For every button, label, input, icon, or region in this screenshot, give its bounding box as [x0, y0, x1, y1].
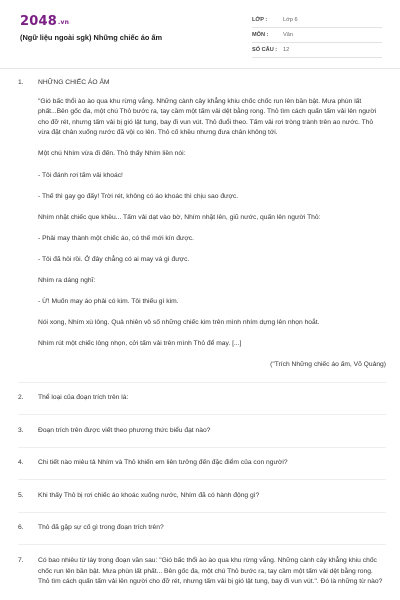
passage-paragraph: Nói xong, Nhím xù lông. Quả nhiên vô số những chiếc kim trên mình nhím dựng lên nhọn hoắt.: [38, 319, 320, 327]
question-4: [18, 458, 386, 479]
question-text: Thể loại của đoạn trích trên là:: [38, 394, 129, 401]
document-header: [0, 0, 400, 62]
meta-value: Lớp 6: [283, 17, 298, 23]
passage-paragraph: - Tôi đã hỏi rồi. Ở đây chẳng có ai may vá gì được.: [38, 255, 190, 263]
passage-paragraph: Nhím rút một chiếc lông nhọn, cởi tấm vải trên mình Thỏ để may. [...]: [38, 340, 242, 348]
question-number: 1.: [18, 79, 24, 86]
meta-value: Văn: [283, 32, 293, 38]
question-number: 7.: [18, 556, 24, 564]
question-5: [18, 491, 386, 512]
question-separator: [18, 512, 386, 513]
passage-paragraph: Nhím ra dáng nghĩ:: [38, 277, 96, 285]
question-separator: [18, 479, 386, 480]
question-number: 3.: [18, 426, 24, 434]
question-6: [18, 523, 386, 544]
question-separator: [18, 544, 386, 545]
passage-paragraph: Nhím nhặt chiếc que khều... Tấm vải dạt vào bờ, Nhím nhặt lên, giũ nước, quấn lên người Thỏ:: [38, 213, 321, 221]
passage-paragraph: Một chú Nhím vừa đi đến. Thỏ thấy Nhím liền nói:: [38, 150, 186, 158]
header-divider: [0, 68, 400, 69]
document-content: [18, 78, 386, 598]
logo-suffix: .vn: [57, 19, 70, 26]
question-7: [18, 556, 386, 598]
question-2: [18, 393, 386, 414]
question-separator: [18, 447, 386, 448]
passage-source: ("Trích Những chiếc áo ấm, Võ Quảng): [270, 361, 386, 369]
meta-row-class: [252, 13, 382, 28]
question-text: Có bao nhiêu từ láy trong đoạn văn sau: "Gió bấc thổi ào ào qua khu rừng vắng. Những cành cây khẳng khiu chốc chốc run lên bần bật. Mưa phùn lất phất... Bên gốc đa, một chú Thỏ bước ra, tay cầm một tấm vải dệt bằng rong. Thỏ tìm cách quấn tấm vải lên người cho đỡ rét, nhưng tấm vải bị gió lật tung, bay đi vun vút.". Đó là những từ nào?: [38, 556, 383, 586]
passage-paragraph: - Phải may thành một chiếc áo, có thế mới kín được.: [38, 234, 194, 242]
passage-paragraph: - Tôi đánh rơi tấm vải khoác!: [38, 171, 123, 179]
question-separator: [18, 414, 386, 415]
question-text: Thỏ đã gặp sự cố gì trong đoạn trích trên?: [38, 524, 164, 532]
question-number: 6.: [18, 524, 24, 532]
meta-key: SỐ CÂU :: [252, 47, 278, 53]
question-text: Khi thấy Thỏ bị rơi chiếc áo khoác xuống nước, Nhím đã có hành động gì?: [38, 491, 260, 499]
meta-row-subject: [252, 28, 382, 43]
site-logo[interactable]: [20, 14, 69, 29]
question-number: 5.: [18, 491, 24, 499]
question-1: [18, 78, 386, 382]
question-text: Chi tiết nào miêu tả Nhím và Thỏ khiến em liên tưởng đến đặc điểm của con người?: [38, 459, 288, 467]
meta-key: MÔN :: [252, 32, 269, 38]
logo-main: 2048: [20, 14, 57, 29]
meta-key: LỚP :: [252, 17, 268, 23]
question-number: 4.: [18, 459, 24, 467]
question-text: Đoạn trích trên được viết theo phương thức biểu đạt nào?: [38, 426, 211, 434]
question-3: [18, 426, 386, 447]
passage-paragraph: "Gió bấc thổi ào ào qua khu rừng vắng. Những cành cây khẳng khiu chốc chốc run lên bần bật. Mưa phùn lất phất...Bên gốc đa, một chú Thỏ bước ra, tay cầm một tấm vải dệt bằng rong. Thỏ tìm cách quấn tấm vải lên người cho đỡ rét, nhưng tấm vải bị gió lật tung, bay đi vun vút. Thỏ đuổi theo. Tấm vải rơi tròng trành trên ao nước. Thỏ vừa đặt chân xuống nước đã vội co lên. Thỏ cố khều nhưng đưa chân không tới.: [38, 97, 377, 137]
question-number: 2.: [18, 394, 24, 401]
passage-body: [38, 78, 386, 382]
passage-paragraph: - Thế thì gay go đấy! Trời rét, không có áo khoác thì chịu sao được.: [38, 192, 239, 200]
question-separator: [18, 382, 386, 383]
passage-paragraph: - Ừ! Muốn may áo phải có kim. Tôi thiếu gì kim.: [38, 298, 179, 306]
meta-value: 12: [283, 47, 290, 53]
meta-table: [252, 13, 382, 58]
document-title: (Ngữ liệu ngoài sgk) Những chiếc áo ấm: [20, 33, 163, 42]
passage-title: NHỮNG CHIẾC ÁO ẤM: [38, 79, 110, 86]
meta-row-question-count: [252, 43, 382, 58]
